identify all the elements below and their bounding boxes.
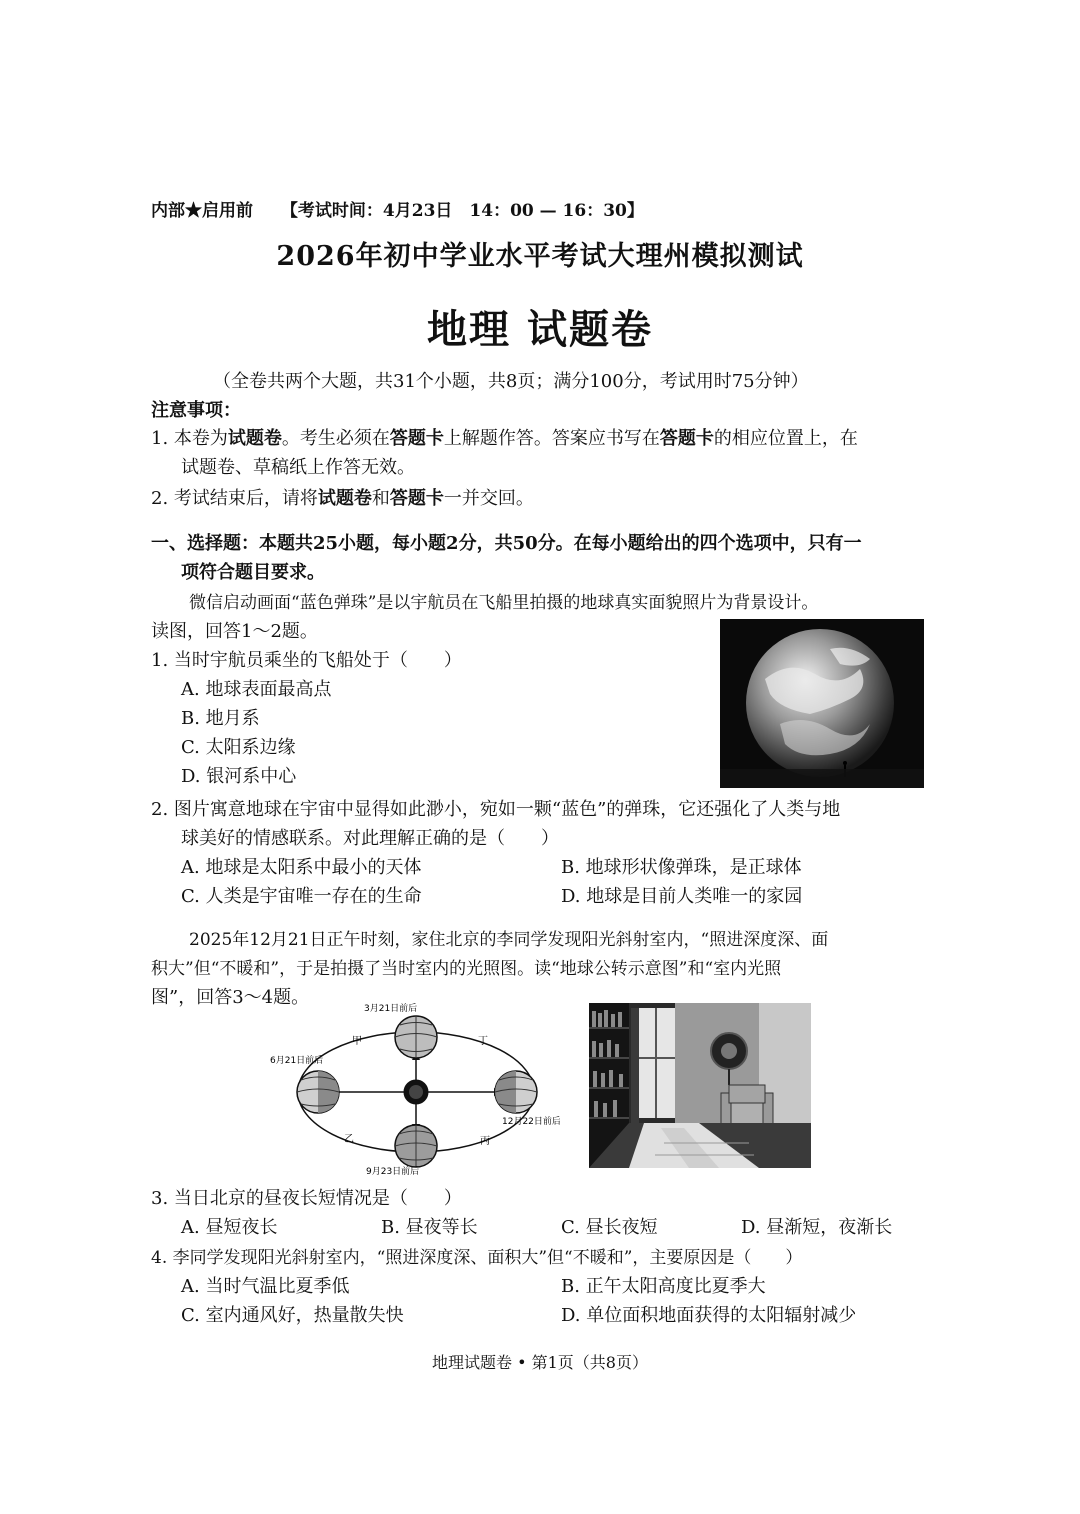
- exam-time: 【考试时间：4月23日 14：00 — 16：30】: [280, 201, 644, 221]
- label-jia: 甲: [352, 1036, 362, 1047]
- q2-option-d: D. 地球是目前人类唯一的家园: [561, 886, 803, 907]
- exam-title: 2026年初中学业水平考试大理州模拟测试: [276, 241, 804, 272]
- note-item-1: [151, 428, 858, 450]
- label-mar: 3月21日前后: [364, 1004, 418, 1014]
- question-1-stem: 1. 当时宇航员乘坐的飞船处于（ ）: [151, 650, 462, 671]
- label-bing: 丙: [480, 1136, 490, 1147]
- question-4-stem: 4. 李同学发现阳光斜射室内，“照进深度深、面积大”但“不暖和”，主要原因是（ ）: [151, 1248, 803, 1268]
- intro-1: 微信启动画面“蓝色弹珠”是以宇航员在飞船里拍摄的地球真实面貌照片为背景设计。: [189, 593, 819, 613]
- note-text: 1. 本卷为: [151, 428, 228, 449]
- label-ding: 丁: [478, 1036, 488, 1047]
- note-emphasis: 答题卡: [389, 428, 444, 449]
- label-sep: 9月23日前后: [366, 1167, 420, 1177]
- section-1-heading: 一、选择题：本题共25小题，每小题2分，共50分。在每小题给出的四个选项中，只有一: [151, 533, 862, 554]
- note-text: 。考生必须在: [281, 428, 390, 449]
- note-text: 2. 考试结束后，请将: [151, 488, 318, 509]
- earth-jun: [297, 1071, 339, 1113]
- q2-option-c: C. 人类是宇宙唯一存在的生命: [181, 886, 422, 907]
- note-text: 的相应位置上，在: [713, 428, 858, 449]
- intro-1-cont: 读图，回答1～2题。: [151, 621, 318, 642]
- q2-option-b: B. 地球形状像弹珠，是正球体: [561, 857, 802, 878]
- q3-option-a: A. 昼短夜长: [181, 1217, 278, 1238]
- q1-option-c: C. 太阳系边缘: [181, 737, 296, 758]
- q1-option-a: A. 地球表面最高点: [181, 679, 332, 700]
- q3-option-c: C. 昼长夜短: [561, 1217, 658, 1238]
- note-text: 上解题作答。答案应书写在: [443, 428, 660, 449]
- q3-option-d: D. 昼渐短，夜渐长: [741, 1217, 893, 1238]
- exam-header: [151, 196, 666, 221]
- notes-heading: 注意事项：: [151, 400, 241, 421]
- label-dec: 12月22日前后: [502, 1117, 560, 1127]
- q4-option-d: D. 单位面积地面获得的太阳辐射减少: [561, 1305, 857, 1326]
- intro-2-cont: 积大”但“不暖和”，于是拍摄了当时室内的光照图。读“地球公转示意图”和“室内光照: [151, 959, 782, 979]
- note-emphasis: 答题卡: [659, 428, 714, 449]
- earth-revolution-diagram: [270, 1000, 560, 1178]
- note-emphasis: 试题卷: [227, 428, 282, 449]
- section-1-heading-cont: 项符合题目要求。: [181, 562, 325, 583]
- q3-option-b: B. 昼夜等长: [381, 1217, 478, 1238]
- earth-dec: [495, 1071, 537, 1113]
- question-2-stem-cont: 球美好的情感联系。对此理解正确的是（ ）: [181, 828, 559, 849]
- note-item-2: [151, 488, 534, 510]
- note-item-1-cont: 试题卷、草稿纸上作答无效。: [181, 457, 415, 478]
- earth-photo: [720, 619, 924, 788]
- q1-option-b: B. 地月系: [181, 708, 260, 729]
- q4-option-c: C. 室内通风好，热量散失快: [181, 1305, 404, 1326]
- q4-option-b: B. 正午太阳高度比夏季大: [561, 1276, 766, 1297]
- intro-2: 2025年12月21日正午时刻，家住北京的李同学发现阳光斜射室内，“照进深度深、面: [189, 930, 829, 950]
- exam-summary: （全卷共两个大题，共31个小题，共8页；满分100分，考试用时75分钟）: [213, 371, 809, 392]
- note-text: 和: [371, 488, 390, 509]
- indoor-sunlight-image: [589, 1003, 811, 1168]
- secrecy-label: 内部★启用前: [151, 201, 253, 221]
- note-text: 一并交回。: [443, 488, 534, 509]
- intro-2-cont2: 图”，回答3～4题。: [151, 987, 310, 1008]
- question-3-stem: 3. 当日北京的昼夜长短情况是（ ）: [151, 1188, 462, 1209]
- label-jun: 6月21日前后: [270, 1056, 324, 1066]
- page-footer: 地理试题卷 • 第1页（共8页）: [432, 1353, 648, 1372]
- note-emphasis: 试题卷: [317, 488, 372, 509]
- question-2-stem: 2. 图片寓意地球在宇宙中显得如此渺小，宛如一颗“蓝色”的弹珠，它还强化了人类与地: [151, 799, 841, 820]
- label-yi: 乙: [344, 1134, 354, 1145]
- q4-option-a: A. 当时气温比夏季低: [181, 1276, 350, 1297]
- earth-sep: [395, 1125, 437, 1167]
- subject-title: 地理 试题卷: [427, 306, 653, 353]
- earth-mar: [395, 1016, 437, 1058]
- q2-option-a: A. 地球是太阳系中最小的天体: [181, 857, 422, 878]
- note-emphasis: 答题卡: [389, 488, 444, 509]
- q1-option-d: D. 银河系中心: [181, 766, 297, 787]
